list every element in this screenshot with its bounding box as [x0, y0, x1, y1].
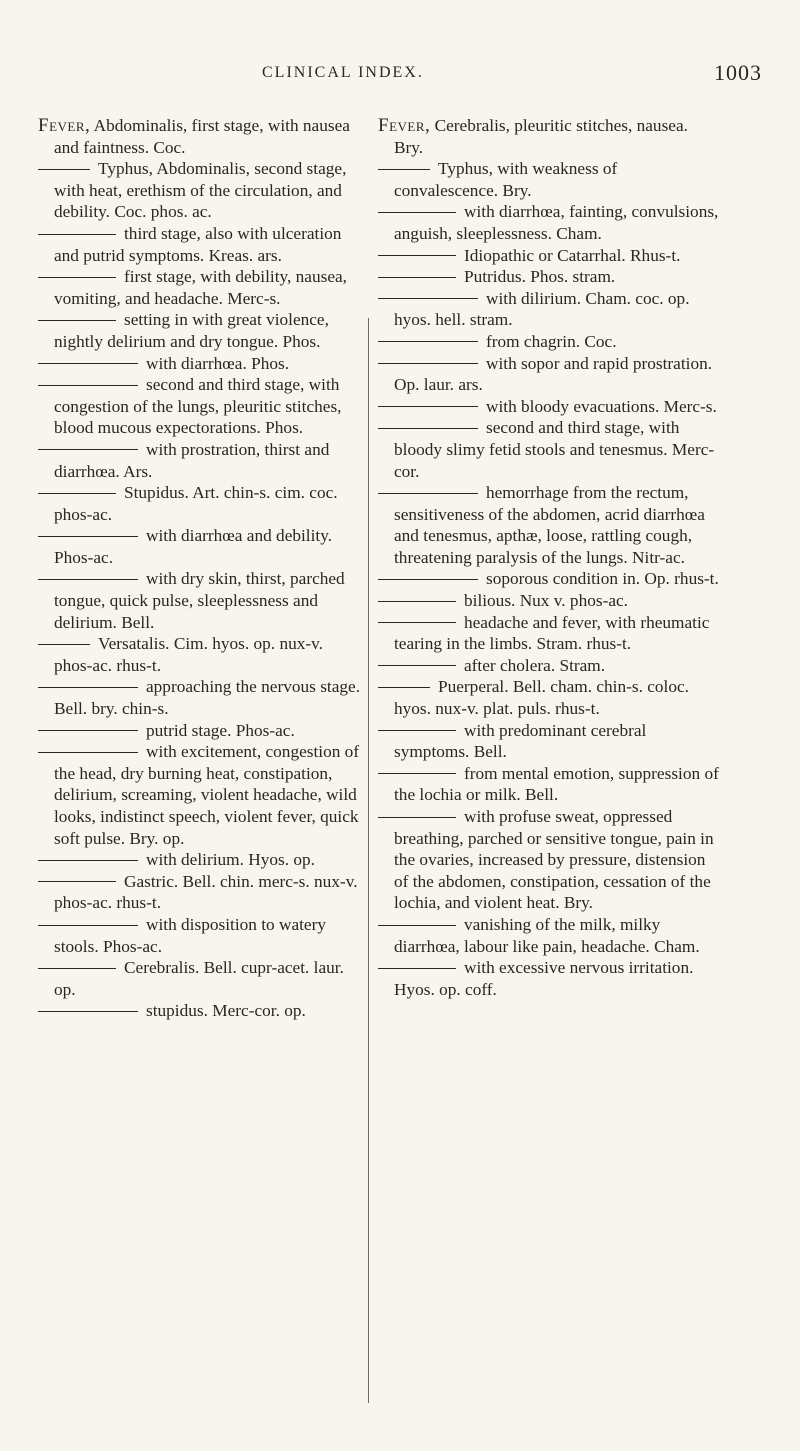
- index-entry: [38, 482, 362, 525]
- ditto-dash: [38, 644, 90, 645]
- index-entry: [38, 676, 362, 719]
- entry-text: with excitement, congestion of the head, dry burning heat, constipation, delirium, screaming, violent headache, wild looks, indistinct speech, violent fever, quick soft pulse. Bry. op.: [54, 742, 360, 848]
- entry-text: with disposition to watery stools. Phos-ac.: [54, 914, 327, 956]
- index-entry: [378, 676, 720, 719]
- entry-text: soporous condition in. Op. rhus-t.: [486, 569, 719, 589]
- running-title: CLINICAL INDEX.: [262, 64, 424, 81]
- index-entry: [378, 655, 720, 677]
- entry-text: Typhus, Abdominalis, second stage, with heat, erethism of the circulation, and debility. Coc. phos. ac.: [54, 159, 347, 222]
- ditto-dash: [378, 298, 478, 299]
- index-entry: [38, 871, 362, 914]
- entry-text: after cholera. Stram.: [464, 655, 606, 675]
- entry-text: Putridus. Phos. stram.: [464, 267, 616, 287]
- ditto-dash: [378, 212, 456, 213]
- ditto-dash: [38, 493, 116, 494]
- entry-text: with diarrhœa. Phos.: [146, 353, 290, 373]
- ditto-dash: [378, 687, 430, 688]
- index-entry: [38, 914, 362, 957]
- index-entry: [38, 223, 362, 266]
- index-entry: [378, 957, 720, 1000]
- entry-text: Cerebralis. Bell. cupr-acet. laur. op.: [54, 958, 344, 999]
- entry-text: with diarrhœa and debility. Phos-ac.: [54, 526, 333, 567]
- entry-text: with dry skin, thirst, parched tongue, quick pulse, sleeplessness and delirium. Bell.: [54, 569, 345, 632]
- column-divider: [368, 318, 369, 1403]
- entry-heading: Fever,: [378, 115, 431, 136]
- entry-text: with excessive nervous irritation. Hyos. op. coff.: [394, 958, 694, 999]
- index-entry: [38, 439, 362, 482]
- entry-text: with diarrhœa, fainting, convulsions, anguish, sleeplessness. Cham.: [394, 202, 719, 243]
- entry-text: with bloody evacuations. Merc-s.: [486, 396, 717, 416]
- ditto-dash: [378, 255, 456, 256]
- index-entry: [38, 741, 362, 849]
- ditto-dash: [378, 169, 430, 170]
- entry-text: Idiopathic or Catarrhal. Rhus-t.: [464, 245, 681, 265]
- ditto-dash: [38, 363, 138, 364]
- index-entry: [378, 590, 720, 612]
- ditto-dash: [38, 968, 116, 969]
- entry-text: Cerebralis, pleuritic stitches, nausea. Bry.: [394, 116, 688, 157]
- index-entry: [378, 396, 720, 418]
- entry-text: with profuse sweat, oppressed breathing, parched or sensitive tongue, pain in the ovaries, increased by pressure, distension of the abdomen, constipation, cessation of the lochia, and violent heat. Bry.: [394, 807, 714, 913]
- index-entry: [378, 568, 720, 590]
- entry-text: Typhus, with weakness of convalescence. Bry.: [394, 159, 618, 200]
- entry-text: Versatalis. Cim. hyos. op. nux-v. phos-ac. rhus-t.: [54, 634, 323, 675]
- index-entry: [38, 525, 362, 568]
- ditto-dash: [378, 817, 456, 818]
- index-entry: [38, 158, 362, 223]
- index-entry: [378, 266, 720, 288]
- ditto-dash: [38, 1011, 138, 1012]
- index-entry: [378, 245, 720, 267]
- entry-text: Stupidus. Art. chin-s. cim. coc. phos-ac.: [54, 483, 338, 524]
- index-entry: [38, 374, 362, 439]
- index-entry: [378, 331, 720, 353]
- page-number: 1003: [714, 60, 762, 85]
- ditto-dash: [38, 320, 116, 321]
- entry-heading: Fever,: [38, 115, 91, 136]
- index-entry: [38, 568, 362, 633]
- ditto-dash: [38, 925, 138, 926]
- index-entry: [378, 353, 720, 396]
- running-header: [0, 60, 800, 90]
- entry-text: first stage, with debility, nausea, vomiting, and headache. Merc-s.: [54, 267, 348, 308]
- index-entry: [38, 309, 362, 352]
- ditto-dash: [378, 277, 456, 278]
- index-entry: [378, 763, 720, 806]
- ditto-dash: [378, 493, 478, 494]
- ditto-dash: [378, 601, 456, 602]
- entry-text: second and third stage, with bloody slimy fetid stools and tenesmus. Merc-cor.: [394, 418, 715, 481]
- index-entry: [378, 612, 720, 655]
- ditto-dash: [378, 363, 478, 364]
- ditto-dash: [38, 730, 138, 731]
- ditto-dash: [378, 406, 478, 407]
- ditto-dash: [38, 752, 138, 753]
- entry-text: Puerperal. Bell. cham. chin-s. coloc. hyos. nux-v. plat. puls. rhus-t.: [394, 677, 689, 719]
- entry-text: second and third stage, with congestion of the lungs, pleuritic stitches, blood mucous expectorations. Phos.: [54, 375, 342, 438]
- ditto-dash: [378, 341, 478, 342]
- entry-text: from mental emotion, suppression of the lochia or milk. Bell.: [394, 763, 719, 805]
- ditto-dash: [38, 881, 116, 882]
- index-entry: [38, 720, 362, 742]
- ditto-dash: [38, 536, 138, 537]
- entry-text: approaching the nervous stage. Bell. bry. chin-s.: [54, 677, 361, 719]
- entry-text: third stage, also with ulceration and putrid symptoms. Kreas. ars.: [54, 223, 342, 265]
- entry-text: hemorrhage from the rectum, sensitiveness of the abdomen, acrid diarrhœa and tenesmus, apthæ, loose, rattling cough, threatening paralysis of the lungs. Nitr-ac.: [394, 483, 705, 567]
- ditto-dash: [38, 169, 90, 170]
- entry-text: bilious. Nux v. phos-ac.: [464, 591, 628, 611]
- ditto-dash: [38, 234, 116, 235]
- index-entry: [38, 115, 362, 158]
- entry-text: headache and fever, with rheumatic tearing in the limbs. Stram. rhus-t.: [394, 612, 710, 654]
- ditto-dash: [378, 665, 456, 666]
- index-entry: [378, 417, 720, 482]
- index-entry: [38, 633, 362, 676]
- entry-text: with sopor and rapid prostration. Op. laur. ars.: [394, 353, 713, 395]
- entry-text: vanishing of the milk, milky diarrhœa, labour like pain, headache. Cham.: [394, 914, 700, 956]
- ditto-dash: [378, 968, 456, 969]
- index-entry: [38, 957, 362, 1000]
- index-entry: [378, 201, 720, 244]
- ditto-dash: [378, 730, 456, 731]
- left-column: [38, 115, 362, 1022]
- entry-text: setting in with great violence, nightly delirium and dry tongue. Phos.: [54, 310, 329, 351]
- index-entry: [378, 482, 720, 568]
- entry-text: with predominant cerebral symptoms. Bell.: [394, 720, 647, 762]
- right-column: [378, 115, 720, 1000]
- entry-text: putrid stage. Phos-ac.: [146, 720, 295, 740]
- ditto-dash: [378, 579, 478, 580]
- ditto-dash: [38, 385, 138, 386]
- entry-text: from chagrin. Coc.: [486, 331, 617, 351]
- index-entry: [38, 266, 362, 309]
- entry-text: with dilirium. Cham. coc. op. hyos. hell. stram.: [394, 288, 690, 330]
- ditto-dash: [38, 579, 138, 580]
- index-entry: [378, 914, 720, 957]
- ditto-dash: [38, 449, 138, 450]
- entry-text: with prostration, thirst and diarrhœa. Ars.: [54, 439, 330, 481]
- index-entry: [38, 1000, 362, 1022]
- index-entry: [378, 288, 720, 331]
- index-entry: [38, 353, 362, 375]
- ditto-dash: [38, 687, 138, 688]
- ditto-dash: [378, 428, 478, 429]
- ditto-dash: [378, 622, 456, 623]
- entry-text: stupidus. Merc-cor. op.: [146, 1001, 306, 1021]
- index-entry: [378, 158, 720, 201]
- ditto-dash: [38, 860, 138, 861]
- entry-text: Gastric. Bell. chin. merc-s. nux-v. phos-ac. rhus-t.: [54, 871, 358, 913]
- ditto-dash: [38, 277, 116, 278]
- index-entry: [378, 720, 720, 763]
- index-entry: [38, 849, 362, 871]
- entry-text: with delirium. Hyos. op.: [146, 850, 315, 870]
- ditto-dash: [378, 925, 456, 926]
- entry-text: Abdominalis, first stage, with nausea and faintness. Coc.: [54, 116, 350, 157]
- index-entry: [378, 115, 720, 158]
- ditto-dash: [378, 773, 456, 774]
- index-entry: [378, 806, 720, 914]
